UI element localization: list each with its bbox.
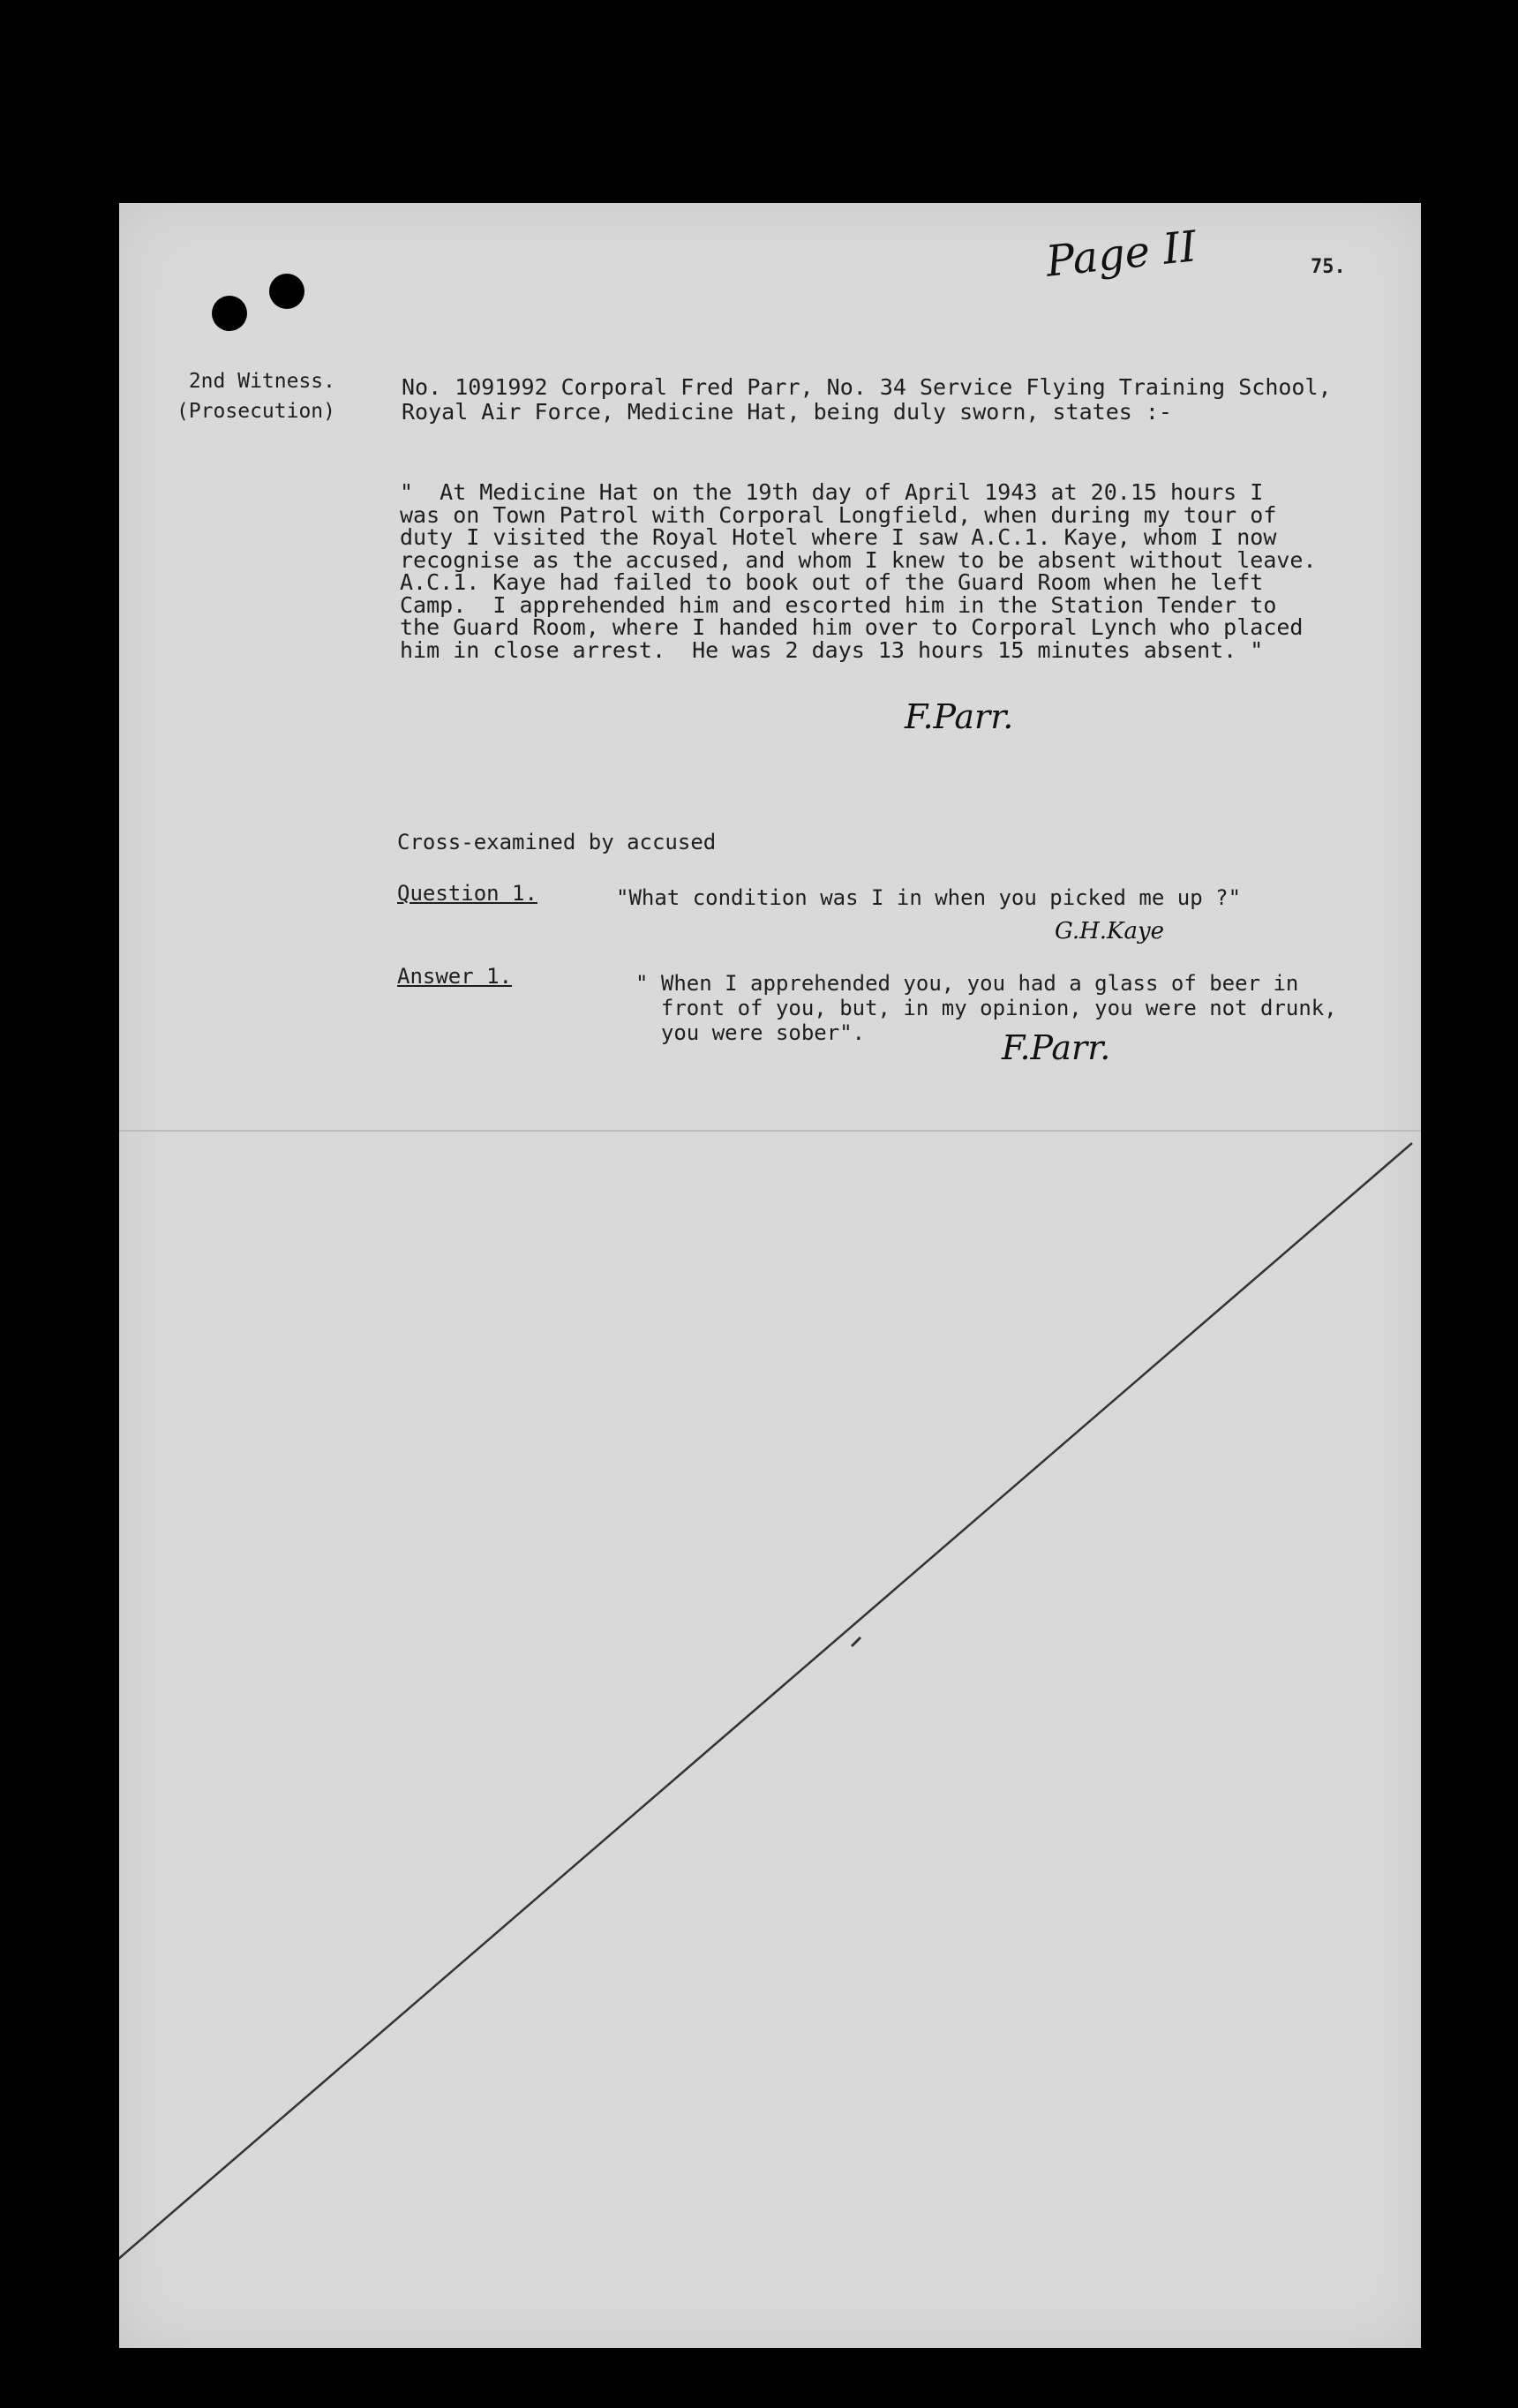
question-text: "What condition was I in when you picked me up ?"	[616, 885, 1242, 910]
answer-signature: F.Parr.	[1002, 1028, 1111, 1067]
statement-signature: F.Parr.	[905, 697, 1014, 736]
witness-statement: " At Medicine Hat on the 19th day of April 1943 at 20.15 hours I was on Town Patrol with Corporal Longfield, when during my tour of duty I visited the Royal Hotel where I saw A.C.1. Kaye, whom I now recognise as the accused, and whom I knew to be absent without leave. A.C.1. Kaye had failed to book out of the Guard Room when he left Camp. I apprehended him and escorted him in the Station Tender to the Guard Room, where I handed him over to Corporal Lynch who placed him in close arrest. He was 2 days 13 hours 15 minutes absent. "	[400, 479, 1317, 663]
answer-label: Answer 1.	[397, 964, 513, 989]
document-page	[119, 203, 1421, 2348]
answer-text: " When I apprehended you, you had a glass of beer in front of you, but, in my opinion, you were not drunk, you were sober".	[635, 971, 1337, 1045]
witness-label: 2nd Witness.	[188, 370, 335, 393]
prosecution-label: (Prosecution)	[176, 400, 335, 423]
cross-exam-heading: Cross-examined by accused	[397, 830, 717, 854]
page-number: 75.	[1311, 256, 1346, 278]
cancellation-strike-line	[119, 203, 1421, 2348]
question-label: Question 1.	[397, 881, 537, 906]
intro-line-1: No. 1091992 Corporal Fred Parr, No. 34 Service Flying Training School,	[402, 374, 1332, 400]
page-label: Page II	[1043, 222, 1199, 287]
question-signature: G.H.Kaye	[1055, 918, 1165, 944]
intro-line-2: Royal Air Force, Medicine Hat, being duly sworn, states :-	[402, 399, 1172, 425]
